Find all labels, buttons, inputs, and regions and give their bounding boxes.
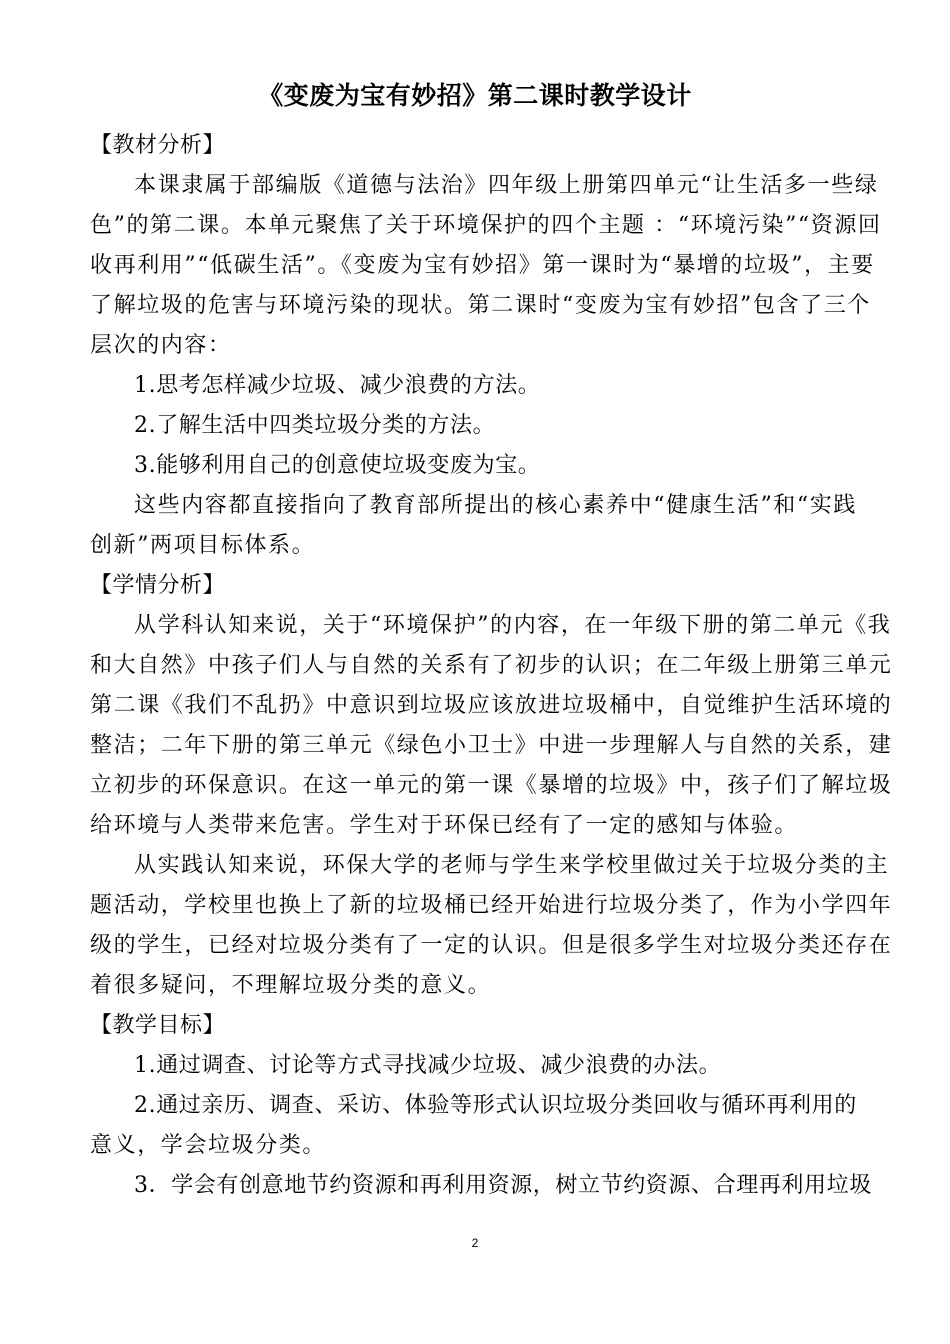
list-item: 3.能够利用自己的创意使垃圾变废为宝。 [134,453,541,478]
list-item: 2.了解生活中四类垃圾分类的方法。 [134,413,496,438]
paragraph-line: 本课隶属于部编版《道德与法治》四年级上册第四单元“让生活多一些绿 [134,173,879,198]
paragraph-line: 色”的第二课。本单元聚焦了关于环境保护的四个主题 ：“环境污染”“资源回 [90,213,882,238]
paragraph-line: 整洁；二年下册的第三单元《绿色小卫士》中进一步理解人与自然的关系，建 [90,733,893,758]
section-heading-material: 【教材分析】 [90,133,226,158]
list-item: 2.通过亲历、调查、采访、体验等形式认识垃圾分类回收与循环再利用的 [134,1093,857,1118]
list-item-continuation: 意义，学会垃圾分类。 [90,1133,327,1158]
document-title: 《变废为宝有妙招》第二课时教学设计 [258,81,692,110]
section-heading-students: 【学情分析】 [90,573,226,598]
paragraph-line: 收再利用”“低碳生活”。《变废为宝有妙招》第一课时为“暴增的垃圾”，主要 [90,253,875,278]
paragraph-line: 从学科认知来说，关于“环境保护”的内容，在一年级下册的第二单元《我 [134,613,892,638]
paragraph-line: 级的学生，已经对垃圾分类有了一定的认识。但是很多学生对垃圾分类还存在 [90,933,893,958]
paragraph-line: 创新”两项目标体系。 [90,533,316,558]
paragraph-line: 从实践认知来说，环保大学的老师与学生来学校里做过关于垃圾分类的主 [134,853,890,878]
paragraph-line: 立初步的环保意识。在这一单元的第一课《暴增的垃圾》中，孩子们了解垃圾 [90,773,893,798]
list-item: 1.通过调查、讨论等方式寻找减少垃圾、减少浪费的办法。 [134,1053,722,1078]
paragraph-line: 给环境与人类带来危害。学生对于环保已经有了一定的感知与体验。 [90,813,799,838]
paragraph-line: 第二课《我们不乱扔》中意识到垃圾应该放进垃圾桶中，自觉维护生活环境的 [90,693,893,718]
section-heading-goals: 【教学目标】 [90,1013,226,1038]
paragraph-line: 层次的内容： [90,333,232,358]
page-number: 2 [471,1236,479,1250]
paragraph-line: 和大自然》中孩子们人与自然的关系有了初步的认识；在二年级上册第三单元 [90,653,893,678]
paragraph-line: 题活动，学校里也换上了新的垃圾桶已经开始进行垃圾分类了，作为小学四年 [90,893,893,918]
list-item: 1.思考怎样减少垃圾、减少浪费的方法。 [134,373,541,398]
paragraph-line: 了解垃圾的危害与环境污染的现状。第二课时“变废为宝有妙招”包含了三个 [90,293,871,318]
list-item: 3．学会有创意地节约资源和再利用资源，树立节约资源、合理再利用垃圾 [134,1173,872,1198]
paragraph-line: 这些内容都直接指向了教育部所提出的核心素养中“健康生活”和“实践 [134,493,857,518]
paragraph-line: 着很多疑问，不理解垃圾分类的意义。 [90,973,492,998]
